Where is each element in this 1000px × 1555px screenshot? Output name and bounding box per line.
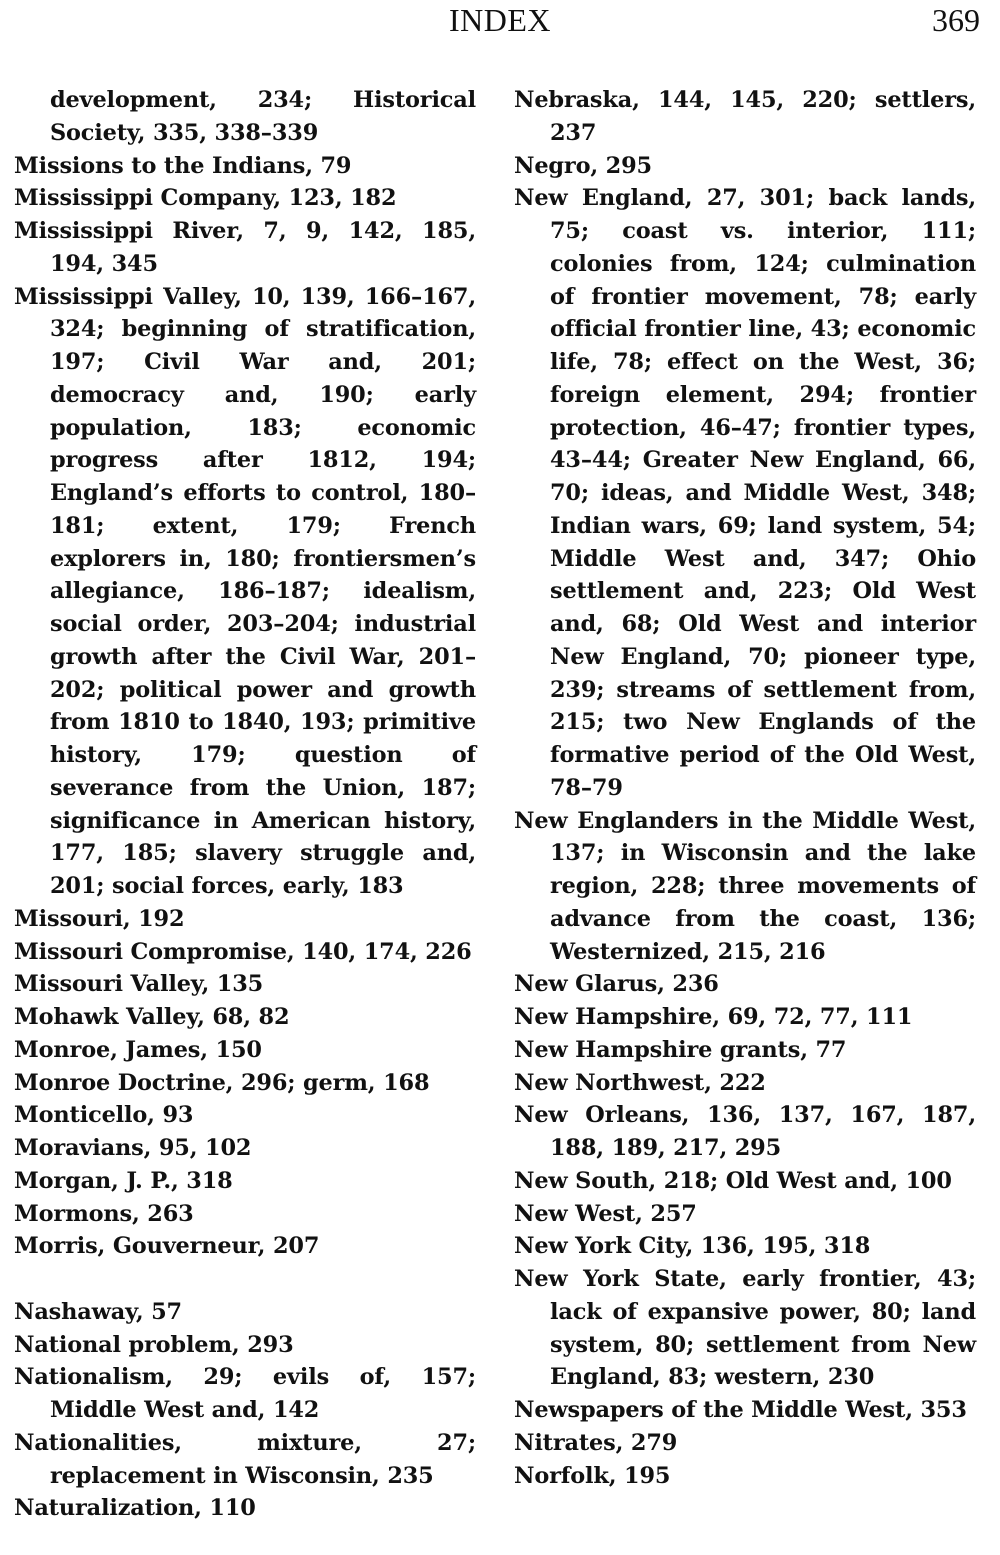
index-entry: New York City, 136, 195, 318	[514, 1233, 871, 1260]
index-entry: Nationalism, 29; evils of, 157; Middle West and, 142	[14, 1364, 476, 1423]
index-entry: National problem, 293	[14, 1331, 294, 1358]
index-entry: New York State, early frontier, 43; lack of expansive power, 80; land system, 80; settlement from New England, 83; western, 230	[514, 1266, 976, 1391]
letter-section-gap	[14, 1263, 476, 1296]
index-entry: New Orleans, 136, 137, 167, 187, 188, 189, 217, 295	[514, 1102, 976, 1161]
index-entry: New West, 257	[514, 1200, 697, 1227]
index-column-right	[514, 84, 976, 1492]
index-entry: Moravians, 95, 102	[14, 1135, 252, 1161]
index-entry: New Glarus, 236	[514, 971, 719, 998]
index-entry-continued: development, 234; Historical Society, 335, 338–339	[50, 87, 476, 146]
index-entry: Missouri, 192	[14, 905, 185, 932]
index-column-left	[14, 84, 476, 1525]
index-entry: Mississippi Company, 123, 182	[14, 185, 397, 212]
index-entry: Mississippi River, 7, 9, 142, 185, 194, 345	[14, 218, 476, 277]
index-entry: New Englanders in the Middle West, 137; in Wisconsin and the lake region, 228; three movements of advance from the coast, 136; Westernized, 215, 216	[514, 807, 976, 965]
running-header-title: INDEX	[448, 2, 552, 38]
index-entry: Morris, Gouverneur, 207	[14, 1233, 320, 1260]
index-entry: Naturalization, 110	[14, 1495, 256, 1522]
index-entry: New Hampshire, 69, 72, 77, 111	[514, 1004, 913, 1030]
index-entry: Nitrates, 279	[514, 1429, 678, 1456]
index-entry: Monroe Doctrine, 296; germ, 168	[14, 1069, 430, 1096]
index-entry: Mohawk Valley, 68, 82	[14, 1004, 290, 1030]
index-entry: Monroe, James, 150	[14, 1036, 262, 1063]
index-entry: Newspapers of the Middle West, 353	[514, 1397, 967, 1423]
index-entry: New Hampshire grants, 77	[514, 1036, 847, 1063]
index-entry: Missions to the Indians, 79	[14, 152, 352, 179]
index-entry: Mormons, 263	[14, 1200, 194, 1227]
index-entry: Missouri Compromise, 140, 174, 226	[14, 938, 472, 965]
index-entry: Negro, 295	[514, 152, 652, 179]
index-entry: Missouri Valley, 135	[14, 971, 264, 998]
index-entry: Nationalities, mixture, 27; replacement in Wisconsin, 235	[14, 1429, 476, 1489]
index-entry: New Northwest, 222	[514, 1069, 766, 1096]
index-entry: Nebraska, 144, 145, 220; settlers, 237	[514, 87, 976, 146]
index-entry: Morgan, J. P., 318	[14, 1167, 233, 1194]
index-entry: Nashaway, 57	[14, 1298, 182, 1325]
index-entry: New England, 27, 301; back lands, 75; coast vs. interior, 111; colonies from, 124; culmination of frontier movement, 78; early official frontier line, 43; economic life, 78; effect on the West, 36; foreign element, 294; frontier protection, 46–47; frontier types, 43–44; Greater New England, 66, 70; ideas, and Middle West, 348; Indian wars, 69; land system, 54; Middle West and, 347; Ohio settlement and, 223; Old West and, 68; Old West and interior New England, 70; pioneer type, 239; streams of settlement from, 215; two New Englands of the formative period of the Old West, 78–79	[514, 185, 976, 801]
index-entry: New South, 218; Old West and, 100	[514, 1167, 952, 1194]
page-number: 369	[932, 2, 980, 38]
index-entry: Monticello, 93	[14, 1102, 194, 1129]
index-entry: Norfolk, 195	[514, 1462, 671, 1489]
index-entry: Mississippi Valley, 10, 139, 166–167, 324; beginning of stratification, 197; Civil War and, 201; democracy and, 190; early population, 183; economic progress after 1812, 194; England’s efforts to control, 180–181; extent, 179; French explorers in, 180; frontiersmen’s allegiance, 186–187; idealism, social order, 203–204; industrial growth after the Civil War, 201–202; political power and growth from 1810 to 1840, 193; primitive history, 179; question of severance from the Union, 187; significance in American history, 177, 185; slavery struggle and, 201; social forces, early, 183	[14, 283, 476, 899]
